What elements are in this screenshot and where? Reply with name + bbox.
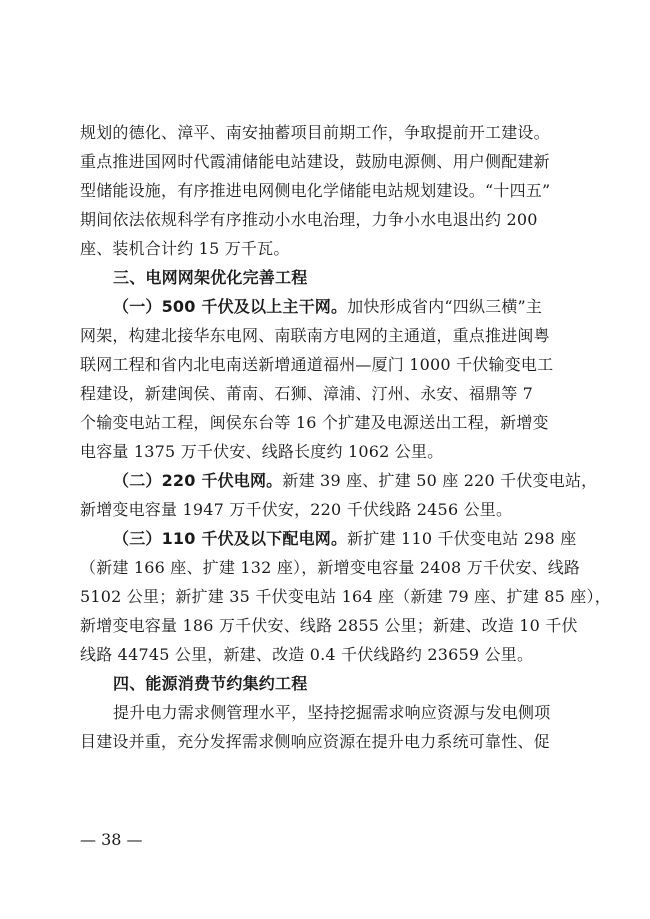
item-text: 新建 39 座、扩建 50 座 220 千伏变电站，	[282, 471, 598, 490]
paragraph-line: 提升电力需求侧管理水平，坚持挖掘需求响应资源与发电侧项	[113, 703, 551, 722]
item-text: 加快形成省内“四纵三横”主	[347, 297, 543, 316]
paragraph-line: 网架，构建北接华东电网、南联南方电网的主通道，重点推进闽粤	[80, 326, 550, 345]
page-number: — 38 —	[80, 830, 143, 849]
paragraph-line: （新建 166 座、扩建 132 座），新增变电容量 2408 万千伏安、线路	[80, 558, 581, 577]
paragraph-line: 目建设并重，充分发挥需求侧响应资源在提升电力系统可靠性、促	[80, 732, 550, 751]
paragraph-line: 重点推进国网时代霞浦储能电站建设，鼓励电源侧、用户侧配建新	[80, 152, 550, 171]
paragraph-line: 期间依法依规科学有序推动小水电治理，力争小水电退出约 200	[80, 210, 538, 229]
item-label: （二）220 千伏电网。	[113, 471, 283, 490]
section-heading: 三、电网网架优化完善工程	[113, 268, 308, 287]
paragraph-line: 规划的德化、漳平、南安抽蓄项目前期工作，争取提前开工建设。	[80, 123, 550, 142]
paragraph-line: 电容量 1375 万千伏安、线路长度约 1062 公里。	[80, 442, 444, 461]
item-first-line	[80, 292, 572, 321]
item-label: （一）500 千伏及以上主干网。	[113, 297, 348, 316]
item-first-line	[80, 524, 577, 553]
paragraph-line: 新增变电容量 1947 万千伏安，220 千伏线路 2456 公里。	[80, 500, 513, 519]
paragraph-line: 个输变电站工程，闽侯东台等 16 个扩建及电源送出工程，新增变	[80, 413, 549, 432]
paragraph-line: 线路 44745 公里，新建、改造 0.4 千伏线路约 23659 公里。	[80, 645, 534, 664]
paragraph-line: 座、装机合计约 15 万千瓦。	[80, 239, 290, 258]
paragraph-line: 联网工程和省内北电南送新增通道福州—厦门 1000 千伏输变电工	[80, 355, 554, 374]
item-label: （三）110 千伏及以下配电网。	[113, 529, 348, 548]
section-heading: 四、能源消费节约集约工程	[113, 674, 308, 693]
paragraph-line: 型储能设施，有序推进电网侧电化学储能电站规划建设。“十四五”	[80, 181, 551, 200]
item-first-line	[80, 466, 598, 495]
item-text: 新扩建 110 千伏变电站 298 座	[347, 529, 577, 548]
paragraph-line: 5102 公里；新扩建 35 千伏变电站 164 座（新建 79 座、扩建 85 座），	[80, 587, 611, 606]
document-page	[80, 118, 611, 756]
paragraph-line: 新增变电容量 186 万千伏安、线路 2855 公里；新建、改造 10 千伏	[80, 616, 578, 635]
paragraph-line: 程建设，新建闽侯、莆南、石狮、漳浦、汀州、永安、福鼎等 7	[80, 384, 534, 403]
